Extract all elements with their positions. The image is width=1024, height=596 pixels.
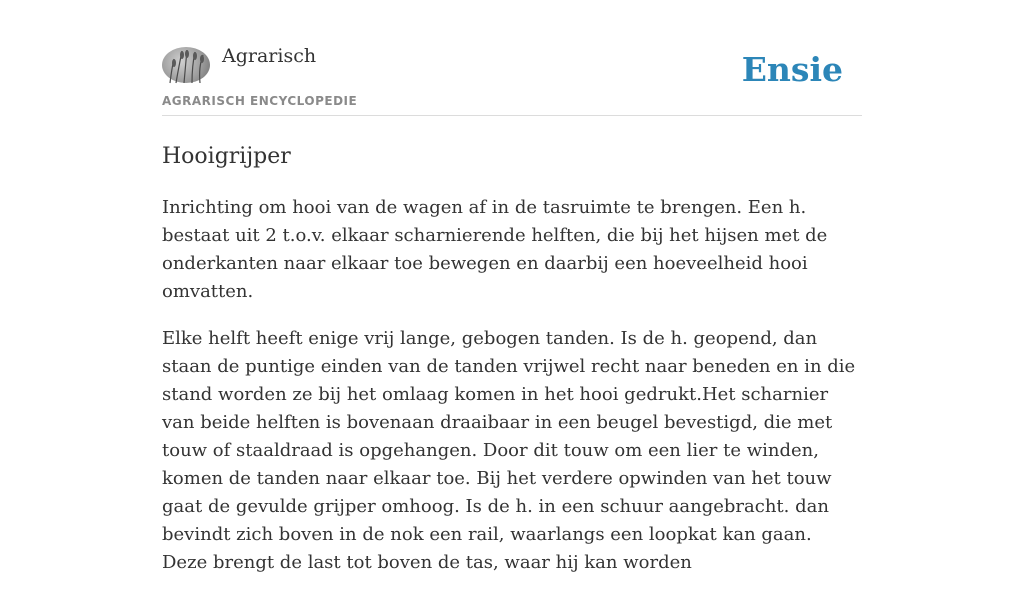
ensie-brand-logo[interactable]: Ensie: [741, 50, 843, 89]
site-header: [162, 0, 862, 116]
site-name-link[interactable]: Agrarisch: [222, 45, 317, 67]
article-paragraph: Elke helft heeft enige vrij lange, gebogen tanden. Is de h. geopend, dan staan de puntige einden van de tanden vrijwel recht naar beneden en in die stand worden ze bij het omlaag komen in het hooi gedrukt.Het scharnier van beide helften is bovenaan draaibaar in een beugel bevestigd, die met touw of staaldraad is opgehangen. Door dit touw om een lier te winden, komen de tanden naar elkaar toe. Bij het verdere opwinden van het touw gaat de gevulde grijper omhoog. Is de h. in een schuur aangebracht. dan bevindt zich boven in de nok een rail, waarlangs een loopkat kan gaan. Deze brengt de last tot boven de tas, waar hij kan worden: [162, 328, 856, 573]
page-title: Hooigrijper: [162, 144, 291, 169]
wheat-logo-icon[interactable]: [162, 47, 210, 83]
site-subtitle: AGRARISCH ENCYCLOPEDIE: [162, 94, 358, 108]
content-container: [162, 0, 862, 596]
article-paragraph: Inrichting om hooi van de wagen af in de tasruimte te brengen. Een h. bestaat uit 2 t.o.v. elkaar scharnierende helften, die bij het hijsen met de onderkanten naar elkaar toe bewegen en daarbij een hoeveelheid hooi omvatten.: [162, 197, 828, 302]
article-body: [162, 194, 862, 577]
